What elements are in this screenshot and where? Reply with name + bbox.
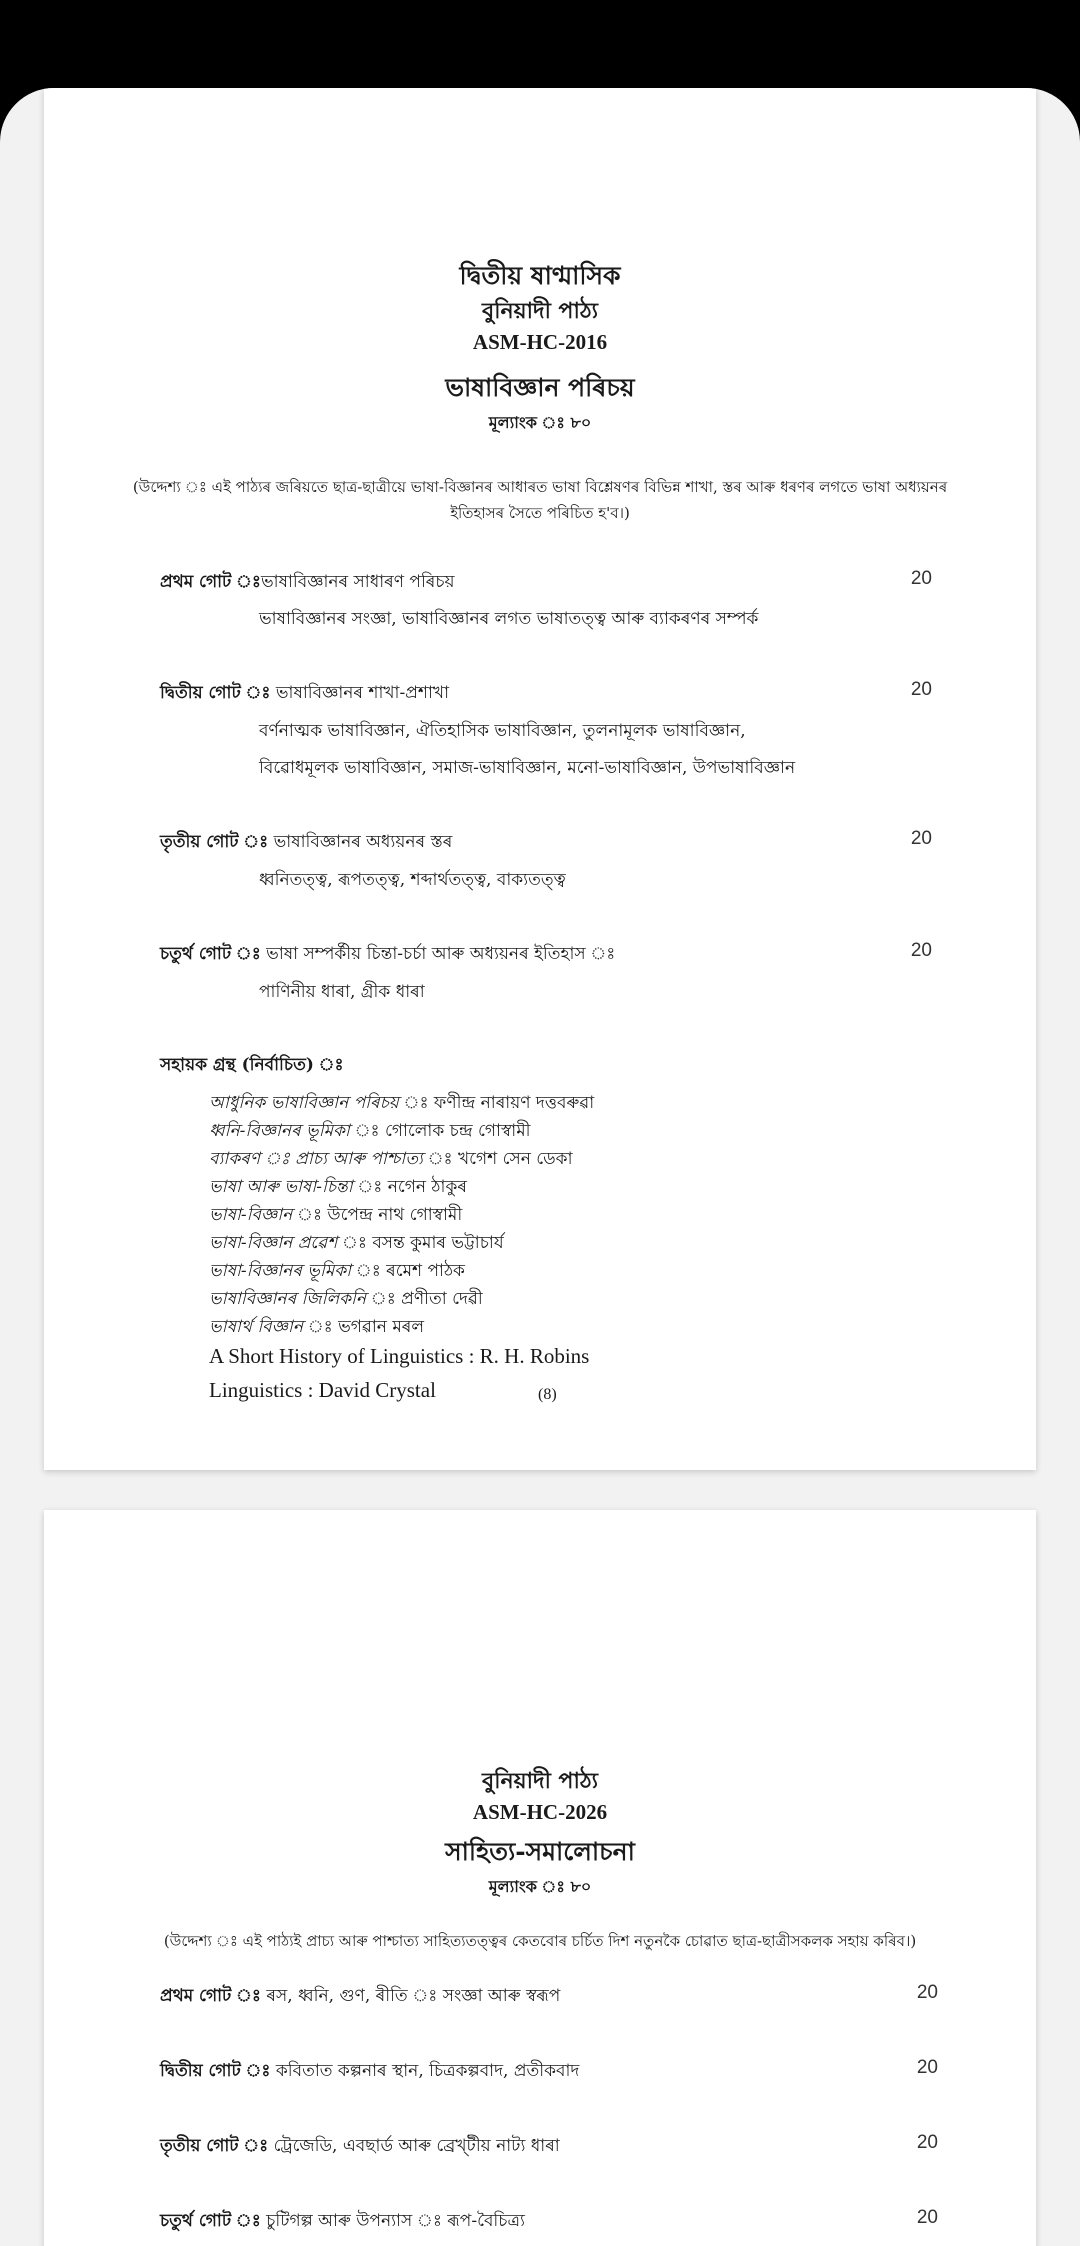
unit-4-heading: চতুৰ্থ গোট ঃ চুটিগল্প আৰু উপন্যাস ঃ ৰূপ-বৈচিত্ৰ্য [160, 2211, 525, 2231]
unit-2-content-line-2: বিৱোধমূলক ভাষাবিজ্ঞান, সমাজ-ভাষাবিজ্ঞান, মনো-ভাষাবিজ্ঞান, উপভাষাবিজ্ঞান [259, 758, 796, 778]
unit-2-label: দ্বিতীয় গোট ঃ [160, 683, 271, 703]
unit-1-marks: 20 [916, 1982, 938, 2003]
paper-type: বুনিয়াদী পাঠ্য [482, 298, 598, 324]
total-marks: মূল্যাংক ঃ ৮০ [488, 1877, 592, 1896]
course-code: ASM-HC-2016 [472, 330, 608, 354]
unit-3-title: ভাষাবিজ্ঞানৰ অধ্যয়নৰ স্তৰ [268, 832, 453, 852]
semester-heading: দ্বিতীয় ষাণ্মাসিক [459, 261, 621, 290]
unit-1-content: ভাষাবিজ্ঞানৰ সংজ্ঞা, ভাষাবিজ্ঞানৰ লগত ভাষাতত্ত্ব আৰু ব্যাকৰণৰ সম্পৰ্ক [259, 609, 759, 629]
total-marks: মূল্যাংক ঃ ৮০ [488, 413, 592, 432]
unit-1-label: প্ৰথম গোট ঃ [160, 572, 261, 592]
reference-item: ভাষা-বিজ্ঞানৰ ভূমিকা ঃ ৰমেশ পাঠক [209, 1261, 465, 1281]
unit-4-label: চতুৰ্থ গোট ঃ [160, 944, 261, 964]
unit-2-title: ভাষাবিজ্ঞানৰ শাখা-প্ৰশাখা [270, 683, 450, 703]
english-reference: Linguistics : David Crystal [209, 1378, 436, 1402]
reference-item: ধ্বনি-বিজ্ঞানৰ ভূমিকা ঃ গোলোক চন্দ্ৰ গোস্বামী [209, 1121, 531, 1141]
unit-3-marks: 20 [910, 828, 932, 849]
reference-item: ভাষা আৰু ভাষা-চিন্তা ঃ নগেন ঠাকুৰ [209, 1177, 467, 1197]
page-number: (8) [538, 1386, 557, 1403]
unit-4-marks: 20 [910, 940, 932, 961]
unit-2-marks: 20 [910, 679, 932, 700]
unit-4-content: পাণিনীয় ধাৰা, গ্ৰীক ধাৰা [259, 982, 425, 1002]
unit-4-title: ভাষা সম্পৰ্কীয় চিন্তা-চৰ্চা আৰু অধ্যয়নৰ ইতিহাস ঃ [260, 944, 616, 964]
course-objective: (উদ্দেশ্য ঃ এই পাঠ্যই প্ৰাচ্য আৰু পাশ্চাত্য সাহিত্যতত্ত্বৰ কেতবোৰ চৰ্চিত দিশ নতুনকৈ চোৱাত ছাত্ৰ-ছাত্ৰীসকলক সহায় কৰিব।) [163, 1932, 917, 1950]
unit-2-heading [160, 680, 449, 708]
reference-item: ভাষাবিজ্ঞানৰ জিলিকনি ঃ প্ৰণীতা দেৱী [209, 1289, 483, 1309]
reference-item: আধুনিক ভাষাবিজ্ঞান পৰিচয় ঃ ফণীন্দ্ৰ নাৰায়ণ দত্তবৰুৱা [209, 1093, 595, 1113]
course-title: ভাষাবিজ্ঞান পৰিচয় [445, 373, 635, 402]
unit-3-label: তৃতীয় গোট ঃ [160, 832, 269, 852]
references-heading: সহায়ক গ্ৰন্থ (নিৰ্বাচিত) ঃ [160, 1055, 344, 1075]
unit-1-marks: 20 [910, 568, 932, 589]
document-viewer[interactable] [0, 88, 1080, 2246]
unit-2-marks: 20 [916, 2057, 938, 2078]
unit-2-heading: দ্বিতীয় গোট ঃ কবিতাত কল্পনাৰ স্থান, চিত্ৰকল্পবাদ, প্ৰতীকবাদ [160, 2061, 580, 2081]
paper-type: বুনিয়াদী পাঠ্য [482, 1768, 598, 1794]
reference-item: ভাষাৰ্থ বিজ্ঞান ঃ ভগৱান মৰল [209, 1317, 425, 1337]
reference-item: ভাষা-বিজ্ঞান প্ৰৱেশ ঃ বসন্ত কুমাৰ ভট্টাচাৰ্য [209, 1233, 504, 1253]
reference-item: ভাষা-বিজ্ঞান ঃ উপেন্দ্ৰ নাথ গোস্বামী [209, 1205, 463, 1225]
unit-3-content: ধ্বনিতত্ত্ব, ৰূপতত্ত্ব, শব্দাৰ্থতত্ত্ব, বাক্যতত্ত্ব [259, 870, 566, 890]
reference-item: ব্যাকৰণ ঃ প্ৰাচ্য আৰু পাশ্চাত্য ঃ খগেশ সেন ডেকা [209, 1149, 573, 1169]
unit-1-heading [160, 569, 455, 597]
unit-4-heading [160, 941, 615, 969]
course-title: সাহিত্য-সমালোচনা [445, 1837, 635, 1866]
unit-1-title: ভাষাবিজ্ঞানৰ সাধাৰণ পৰিচয় [260, 572, 455, 592]
english-reference: A Short History of Linguistics : R. H. Robins [209, 1344, 590, 1368]
document-page-1 [44, 88, 1036, 1470]
unit-3-heading [160, 829, 452, 857]
unit-2-content-line-1: বৰ্ণনাত্মক ভাষাবিজ্ঞান, ঐতিহাসিক ভাষাবিজ্ঞান, তুলনামূলক ভাষাবিজ্ঞান, [259, 721, 746, 741]
course-objective: (উদ্দেশ্য ঃ এই পাঠ্যৰ জৰিয়তে ছাত্ৰ-ছাত্ৰীয়ে ভাষা-বিজ্ঞানৰ আধাৰত ভাষা বিশ্লেষণৰ বিভিন্ন শাখা, স্তৰ আৰু ধৰণৰ লগতে ভাষা অধ্যয়নৰ ইতিহাসৰ সৈতে পৰিচিত হ'ব।) [132, 478, 948, 522]
unit-3-marks: 20 [916, 2132, 938, 2153]
unit-4-marks: 20 [916, 2207, 938, 2228]
unit-3-heading: তৃতীয় গোট ঃ ট্ৰেজেডি, এবছাৰ্ড আৰু ব্ৰেখ্টীয় নাট্য ধাৰা [160, 2136, 560, 2156]
unit-1-heading: প্ৰথম গোট ঃ ৰস, ধ্বনি, গুণ, ৰীতি ঃ সংজ্ঞা আৰু স্বৰূপ [160, 1986, 561, 2006]
document-page-2 [44, 1510, 1036, 2246]
course-code: ASM-HC-2026 [472, 1800, 608, 1824]
